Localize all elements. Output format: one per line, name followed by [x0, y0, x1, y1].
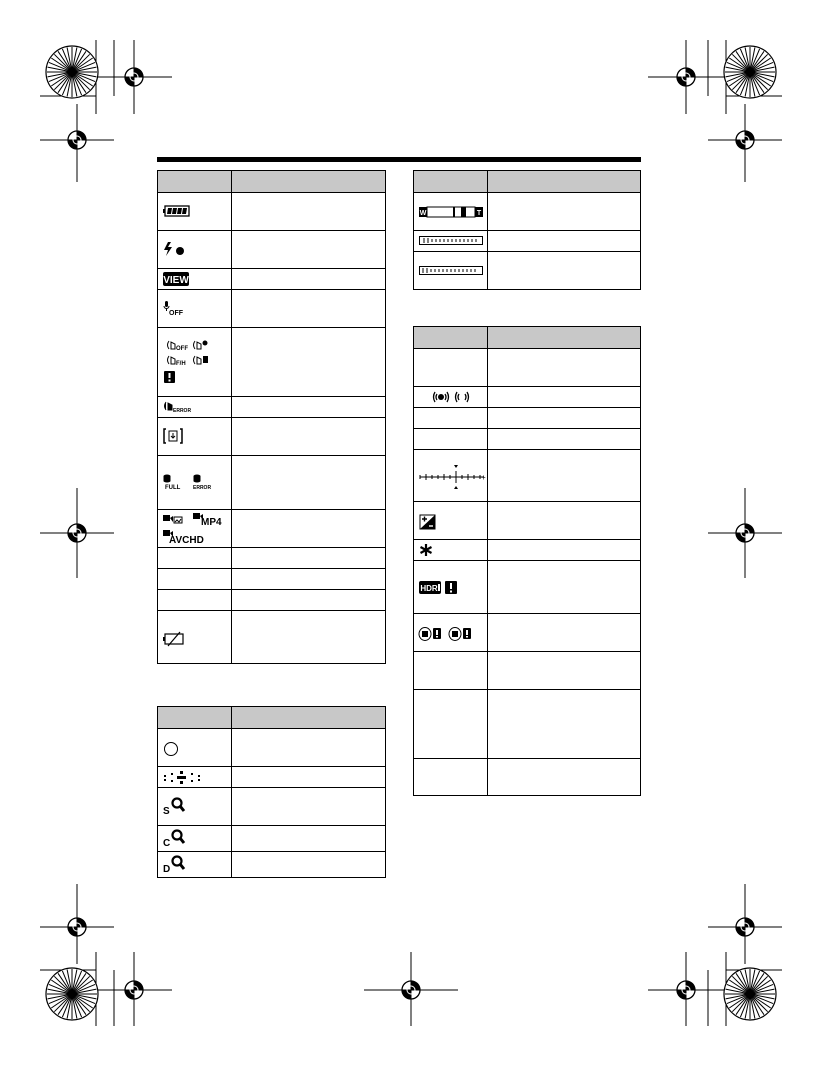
table-cell-description	[232, 852, 386, 878]
svg-text:D: D	[163, 864, 171, 876]
table-cell-description	[232, 611, 386, 664]
indicator-table-right-top	[413, 170, 641, 290]
table-row	[158, 729, 386, 767]
svg-text:ERROR: ERROR	[193, 485, 212, 492]
focus-indicator-icon	[414, 387, 488, 408]
zoom-scale-icon	[414, 193, 488, 231]
indicator-table-left-bottom	[157, 706, 386, 878]
svg-text:C: C	[163, 838, 171, 850]
table-header-row	[414, 171, 641, 193]
flash-charging-icon	[158, 231, 232, 269]
table-cell-description	[232, 788, 386, 826]
table-cell-description	[488, 193, 641, 231]
table-cell-description	[488, 561, 641, 614]
table-cell-description	[232, 729, 386, 767]
indicator-table-left-top	[157, 170, 386, 664]
table-cell-description	[488, 450, 641, 502]
table-row	[158, 767, 386, 788]
table-cell-description	[232, 826, 386, 852]
table-row	[158, 269, 386, 290]
spot-meter-circle-icon	[158, 729, 232, 767]
table-cell-description	[232, 269, 386, 290]
table-cell-description	[232, 193, 386, 231]
table-cell-description	[488, 502, 641, 540]
table-row	[158, 548, 386, 569]
svg-text:S: S	[163, 806, 170, 818]
table-cell-description	[232, 328, 386, 397]
table-row	[158, 231, 386, 269]
svg-text:+: +	[481, 472, 486, 482]
table-row	[158, 569, 386, 590]
exposure-scale-icon	[414, 450, 488, 502]
table-cell-description	[232, 418, 386, 456]
picture-effect-warning-icon	[414, 614, 488, 652]
svg-text:OFF: OFF	[169, 310, 183, 318]
table-row	[414, 561, 641, 614]
table-row	[414, 387, 641, 408]
table-cell-description	[232, 397, 386, 418]
table-header-row	[158, 171, 386, 193]
no-battery-icon	[158, 611, 232, 664]
shutter-speed-scale-icon	[414, 231, 488, 252]
svg-text:W: W	[419, 209, 427, 217]
table-row	[158, 852, 386, 878]
table-row	[414, 193, 641, 231]
table-cell-description	[232, 510, 386, 548]
table-row	[158, 510, 386, 548]
svg-text:VIEW: VIEW	[163, 274, 189, 286]
table-cell-description	[232, 456, 386, 510]
smart-zoom-icon	[158, 788, 232, 826]
table-row	[158, 290, 386, 328]
exposure-comp-icon	[414, 502, 488, 540]
steadyshot-error-icon	[158, 397, 232, 418]
table-header-row	[414, 327, 641, 349]
table-header-row	[158, 707, 386, 729]
svg-text:HDR: HDR	[420, 584, 438, 593]
clear-image-zoom-icon	[158, 826, 232, 852]
hdr-warning-icon	[414, 561, 488, 614]
table-row	[414, 252, 641, 290]
view-badge-icon	[158, 269, 232, 290]
svg-text:F/H: F/H	[176, 361, 186, 367]
table-row	[158, 590, 386, 611]
table-row	[158, 328, 386, 397]
table-row	[158, 788, 386, 826]
steadyshot-icons	[158, 328, 232, 397]
table-row	[414, 502, 641, 540]
svg-text:FULL: FULL	[165, 485, 181, 492]
table-row	[158, 418, 386, 456]
table-row	[414, 450, 641, 502]
svg-text:OFF: OFF	[176, 346, 188, 352]
table-row	[158, 826, 386, 852]
svg-text:T: T	[476, 209, 482, 217]
table-cell-description	[488, 231, 641, 252]
ae-lock-icon	[414, 540, 488, 561]
indicator-table-right-bottom	[413, 326, 641, 796]
table-row	[158, 456, 386, 510]
mic-off-icon	[158, 290, 232, 328]
table-cell-description	[488, 252, 641, 290]
battery-icon	[158, 193, 232, 231]
database-full-error-icon	[158, 456, 232, 510]
table-row	[158, 193, 386, 231]
table-cell-description	[232, 231, 386, 269]
digital-zoom-icon	[158, 852, 232, 878]
table-cell-description	[488, 387, 641, 408]
table-cell-description	[232, 767, 386, 788]
view-mode-mp4-avchd-icon	[158, 510, 232, 548]
svg-text:AVCHD: AVCHD	[169, 534, 204, 546]
overheat-warning-icon	[158, 418, 232, 456]
svg-text:ERROR: ERROR	[173, 407, 192, 414]
section-rule	[157, 157, 641, 162]
svg-text:MP4: MP4	[201, 516, 222, 528]
table-row	[414, 690, 641, 759]
af-area-icon	[158, 767, 232, 788]
table-row	[414, 540, 641, 561]
table-row	[414, 614, 641, 652]
table-row	[414, 349, 641, 387]
table-row	[158, 611, 386, 664]
aperture-scale-icon	[414, 252, 488, 290]
table-row	[414, 231, 641, 252]
table-row	[158, 397, 386, 418]
table-row	[414, 759, 641, 796]
table-cell-description	[488, 540, 641, 561]
table-cell-description	[232, 290, 386, 328]
table-row	[414, 429, 641, 450]
table-cell-description	[488, 614, 641, 652]
table-row	[414, 408, 641, 429]
table-row	[414, 652, 641, 690]
